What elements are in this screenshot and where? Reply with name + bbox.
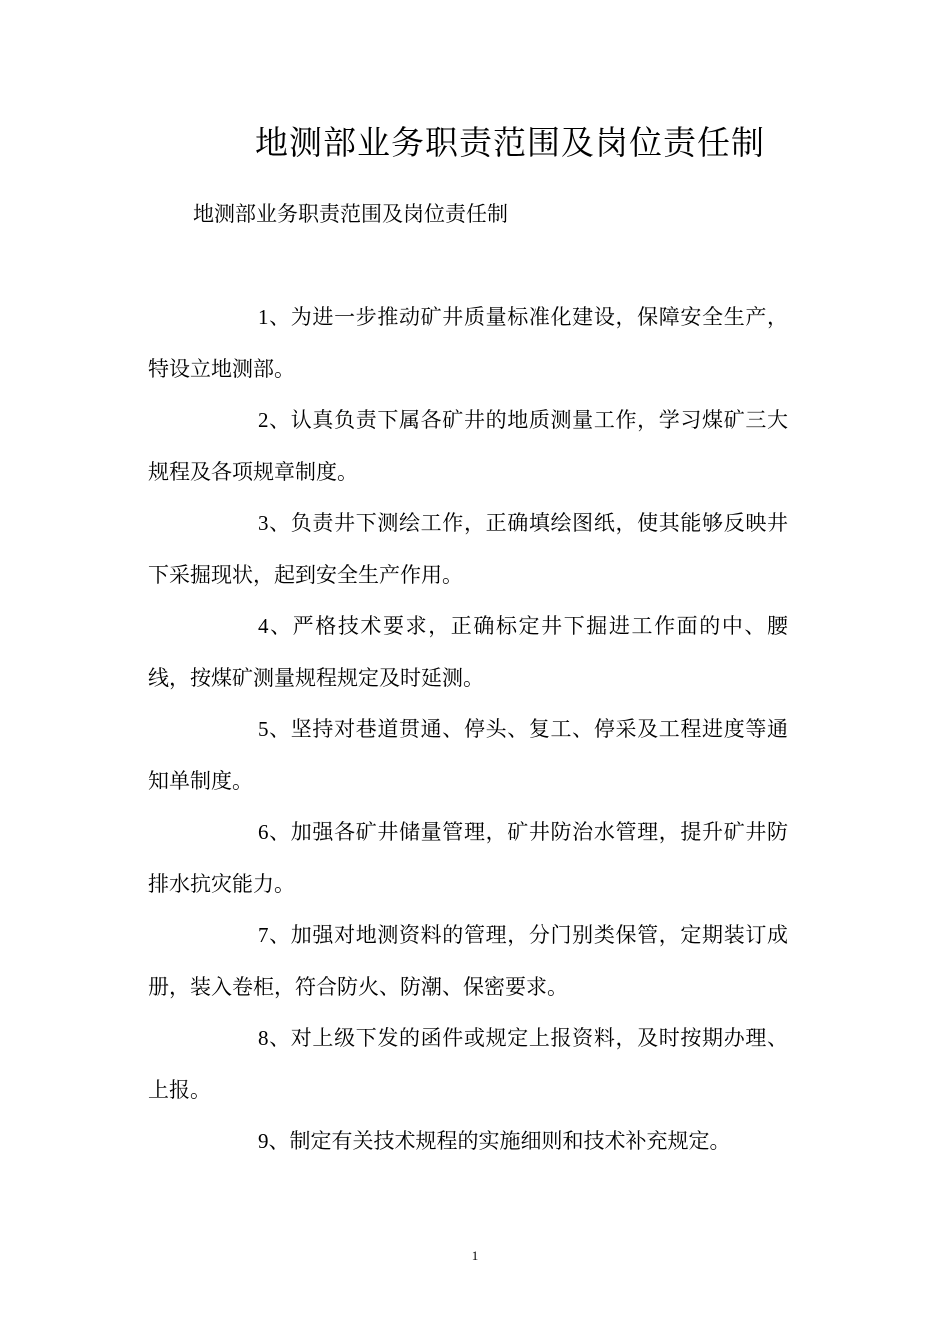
item-text: 、负责井下测绘工作，正确填绘图纸，使其能够反映井下采掘现状，起到安全生产作用。: [148, 511, 788, 587]
item-number: 3: [258, 511, 269, 535]
item-number: 8: [258, 1026, 269, 1050]
item-number: 9: [258, 1129, 269, 1153]
list-item: [148, 601, 788, 704]
item-text: 、认真负责下属各矿井的地质测量工作，学习煤矿三大规程及各项规章制度。: [148, 408, 788, 484]
item-number: 6: [258, 820, 269, 844]
list-item: [148, 807, 788, 910]
item-number: 4: [258, 614, 269, 638]
list-item: [148, 704, 788, 807]
list-item: [148, 395, 788, 498]
list-item: [148, 910, 788, 1013]
item-number: 7: [258, 923, 269, 947]
list-item: [148, 498, 788, 601]
item-number: 2: [258, 408, 269, 432]
list-item: [148, 1116, 788, 1168]
item-number: 5: [258, 717, 269, 741]
document-title: 地测部业务职责范围及岗位责任制: [255, 123, 765, 162]
item-text: 、加强各矿井储量管理，矿井防治水管理，提升矿井防排水抗灾能力。: [148, 820, 788, 896]
document-subtitle: 地测部业务职责范围及岗位责任制: [193, 202, 508, 226]
item-text: 、对上级下发的函件或规定上报资料，及时按期办理、上报。: [148, 1026, 788, 1102]
list-item: [148, 1013, 788, 1116]
item-text: 、制定有关技术规程的实施细则和技术补充规定。: [268, 1129, 731, 1153]
page-number: 1: [471, 1248, 479, 1263]
list-item: [148, 292, 788, 395]
item-number: 1: [258, 305, 269, 329]
item-text: 、为进一步推动矿井质量标准化建设，保障安全生产，特设立地测部。: [148, 305, 788, 381]
item-text: 、加强对地测资料的管理，分门别类保管，定期装订成册，装入卷柜，符合防火、防潮、保密要求。: [148, 923, 788, 999]
item-text: 、坚持对巷道贯通、停头、复工、停采及工程进度等通知单制度。: [148, 717, 788, 793]
responsibility-list: [148, 292, 788, 1168]
item-text: 、严格技术要求，正确标定井下掘进工作面的中、腰线，按煤矿测量规程规定及时延测。: [148, 614, 788, 690]
